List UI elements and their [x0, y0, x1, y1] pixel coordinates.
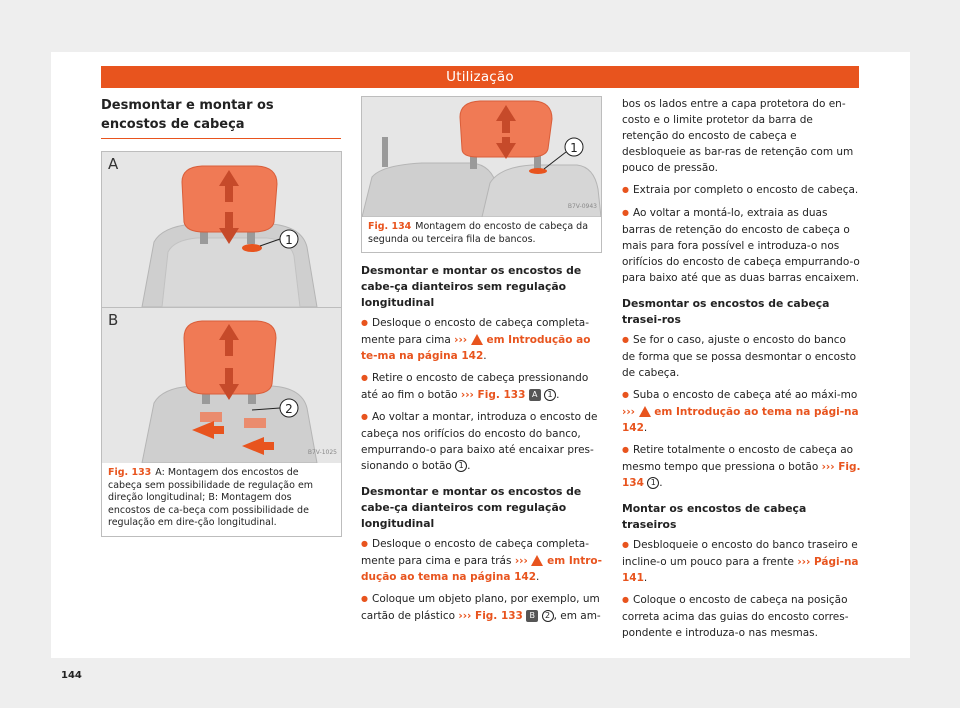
figure-number: Fig. 133	[108, 467, 152, 478]
panel-badge: A	[529, 389, 541, 401]
column-2	[361, 96, 602, 630]
figure-reference-link[interactable]: ››› Fig. 133	[460, 389, 526, 401]
list-item: ● Ao voltar a montar, introduza o encosto de cabeça nos orifícios do encosto do banco, empurrando-o para baixo até encaixar pres-sionando o botão 1 .	[361, 409, 602, 474]
cross-reference-link[interactable]: ››› em Intro-dução ao tema na página 142	[361, 555, 602, 583]
figure-133-panel-a	[102, 152, 341, 307]
figure-code: B7V-1025	[307, 449, 337, 456]
list-item: ● Retire o encosto de cabeça pressionando até ao fim o botão ››› Fig. 133 A 1 .	[361, 370, 602, 403]
figure-133	[101, 151, 342, 537]
callout-1: 1	[285, 233, 293, 247]
callout-2: 2	[285, 402, 293, 416]
list-item: ● Desloque o encosto de cabeça completa-mente para cima e para trás ››› em Intro-dução ao tema na página 142.	[361, 536, 602, 585]
rear-headrest-illustration	[362, 97, 601, 217]
figure-134-image	[362, 97, 601, 217]
section-header: Utilização	[101, 66, 859, 88]
panel-badge: B	[526, 610, 538, 622]
column-3	[622, 96, 862, 647]
list-item: ● Extraia por completo o encosto de cabeça.	[622, 182, 862, 199]
figure-134	[361, 96, 602, 253]
panel-label-b: B	[108, 311, 119, 329]
list-item: ● Retire totalmente o encosto de cabeça ao mesmo tempo que pressiona o botão ››› Fig. 134 1 .	[622, 442, 862, 491]
callout-badge: 2	[542, 610, 554, 622]
list-item: ● Desloque o encosto de cabeça completa-mente para cima ››› em Introdução ao te-ma na página 142.	[361, 315, 602, 364]
cross-reference-link[interactable]: ››› em Introdução ao te-ma na página 142	[361, 334, 591, 362]
list-item: ● Desbloqueie o encosto do banco traseiro e incline-o um pouco para a frente ››› Pági-na 141.	[622, 537, 862, 586]
manual-page	[51, 52, 910, 658]
callout-1: 1	[570, 141, 578, 155]
cross-reference-link[interactable]: ››› em Introdução ao tema na pági-na 142	[622, 406, 859, 434]
title-rule	[101, 138, 341, 139]
figure-number: Fig. 134	[368, 221, 412, 232]
section-title: Desmontar e montar os encostos de cabeça	[101, 98, 274, 132]
page-reference-link[interactable]: ››› Pági-na 141	[622, 556, 859, 584]
warning-icon	[639, 406, 651, 417]
list-item: ● Se for o caso, ajuste o encosto do banco de forma que se possa desmontar o encosto de cabeça.	[622, 332, 862, 381]
caption-text: Montagem do encosto de cabeça da segunda ou terceira fila de bancos.	[368, 221, 589, 245]
subheading-front-with-reg: Desmontar e montar os encostos de cabe-ça dianteiros com regulação longitudinal	[361, 485, 582, 530]
panel-label-a: A	[108, 155, 119, 173]
warning-icon	[531, 555, 543, 566]
subheading-rear-mount: Montar os encostos de cabeça traseiros	[622, 502, 807, 531]
headrest-illustration-b	[102, 308, 341, 463]
continued-paragraph: bos os lados entre a capa protetora do en-costo e o limite protetor da barra de retenção do encosto de cabeça e desbloqueie as bar-ras de retenção com um pouco de pressão.	[622, 98, 854, 174]
figure-caption	[102, 463, 341, 536]
callout-badge: 1	[455, 460, 467, 472]
warning-icon	[471, 334, 483, 345]
figure-reference-link[interactable]: ››› Fig. 133	[458, 610, 523, 622]
subheading-front-no-reg: Desmontar e montar os encostos de cabe-ça dianteiros sem regulação longitudinal	[361, 264, 582, 309]
subheading-rear-remove: Desmontar os encostos de cabeça trasei-ros	[622, 297, 830, 326]
list-item: ● Coloque o encosto de cabeça na posição correta acima das guias do encosto corres-pondente e introduza-o nas mesmas.	[622, 592, 862, 641]
page-number: 144	[61, 670, 82, 681]
figure-133-panel-b	[102, 308, 341, 463]
list-item: ● Suba o encosto de cabeça até ao máxi-mo ››› em Introdução ao tema na pági-na 142.	[622, 387, 862, 436]
callout-badge: 1	[544, 389, 556, 401]
headrest-illustration-a	[102, 152, 341, 307]
caption-text: A: Montagem dos encostos de cabeça sem possibilidade de regulação em direção longitudinal; B: Montagem dos encostos de ca-beça com possibilidade de regulação em dire-ção longitudinal.	[108, 467, 314, 528]
list-item: ● Ao voltar a montá-lo, extraia as duas barras de retenção do encosto de cabeça o mais para fora possível e introduza-o nos orifícios do encosto de cabeça empurrando-o para baixo até que as duas barras encaixem.	[622, 205, 862, 286]
figure-reference-link[interactable]: ››› Fig. 134	[622, 461, 861, 489]
callout-badge: 1	[647, 477, 659, 489]
figure-caption	[362, 217, 601, 252]
figure-code: B7V-0943	[567, 203, 597, 210]
list-item: ● Coloque um objeto plano, por exemplo, um cartão de plástico ››› Fig. 133 B 2 , em am-	[361, 591, 602, 624]
column-1	[101, 96, 341, 537]
